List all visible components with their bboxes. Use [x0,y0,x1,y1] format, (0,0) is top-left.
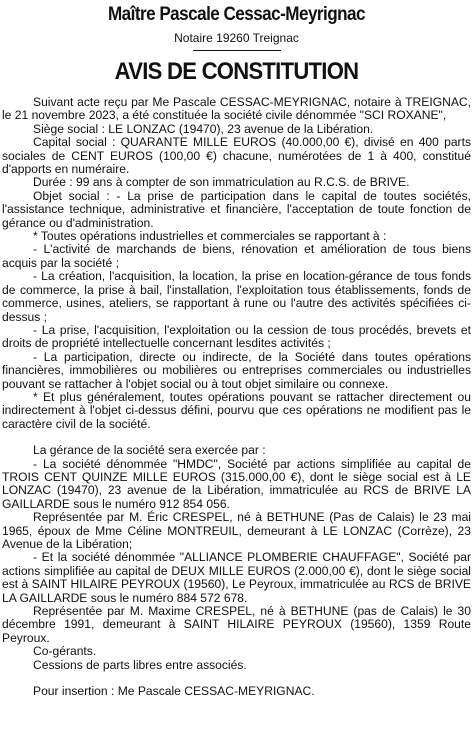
notary-address: Notaire 19260 Treignac [174,31,299,45]
paragraph-share-transfers: Cessions de parts libres entre associés. [33,657,247,672]
notice-body [2,96,471,698]
paragraph-registered-office: Siège social : LE LONZAC (19470), 23 avenue de la Libération. [33,121,374,136]
header-divider [193,50,281,51]
paragraph-manager-hmdc: - La société dénommée "HMDC", Société par actions simplifiée au capital de TROIS CENT QUINZE MILLE EUROS (315.000,00 €), dont le siège social est à LE LONZAC (19470), 23 avenue de la Libération, immatriculée au RCS de BRIVE LA GAILLARDE sous le numéro 912 854 056. [2,456,471,511]
paragraph-property-dealer: - L'activité de marchands de biens, rénovation et amélioration de tous biens acquis par la société ; [2,242,471,270]
paragraph-share-capital: Capital social : QUARANTE MILLE EUROS (40.000,00 €), divisé en 400 parts sociales de CENT EUROS (100,00 €) chacune, numérotées de 1 à 400, constitué d'apports en numéraire. [2,135,471,177]
paragraph-operations-intro: * Toutes opérations industrielles et commerciales se rapportant à : [33,229,387,244]
paragraph-corporate-purpose: Objet social : - La prise de participation dans le capital de toutes sociétés, l'assistance technique, administrative et financière, l'acceptation de toute fonction de gérance ou d'administration. [2,188,471,230]
paragraph-deed: Suivant acte reçu par Me Pascale CESSAC-MEYRIGNAC, notaire à TREIGNAC, le 21 novembre 2023, a été constituée la société civile dénommée "SCI ROXANE", [2,95,471,123]
notary-name: Maître Pascale Cessac-Meyrignac [107,4,366,25]
paragraph-business-assets: - La création, l'acquisition, la location, la prise en location-gérance de tous fonds de commerce, la prise à bail, l'installation, l'exploitation tous établissements, fonds de commerce, usines, ateliers, se rapportant à rune ou l'autre des activités spécifiées ci-dessus ; [2,269,471,324]
notice-title: AVIS DE CONSTITUTION [114,58,359,85]
paragraph-representative-eric: Représentée par M. Éric CRESPEL, né à BETHUNE (Pas de Calais) le 23 mai 1965, époux de Mme Céline MONTREUIL, demeurant à LE LONZAC (Corrèze), 23 Avenue de la Libération; [2,510,471,551]
paragraph-management-intro: La gérance de la société sera exercée par : [33,443,266,458]
paragraph-patents: - La prise, l'acquisition, l'exploitation ou la cession de tous procédés, brevets et droits de propriété intellectuelle concernant lesdites activités ; [2,322,471,351]
paragraph-manager-alliance: - Et la société dénommée "ALLIANCE PLOMBERIE CHAUFFAGE", Société par actions simplifiée au capital de DEUX MILLE EUROS (2.000,00 €), dont le siège social est à SAINT HILAIRE PEYROUX (19560), Le Peyroux, immatriculée au RCS de BRIVE LA GAILLARDE sous le numéro 884 572 678. [2,550,471,605]
paragraph-insertion: Pour insertion : Me Pascale CESSAC-MEYRIGNAC. [33,684,315,699]
paragraph-general-operations: * Et plus généralement, toutes opérations pouvant se rattacher directement ou indirectement à l'objet ci-dessus défini, pourvu que ces opérations ne modifient pas le caractère civil de la société. [2,389,471,431]
paragraph-participation: - La participation, directe ou indirecte, de la Société dans toutes opérations financières, immobilières ou mobilières ou entreprises commerciales ou industrielles pouvant se rattacher à l'objet social ou à tout objet similaire ou connexe. [2,349,471,391]
paragraph-representative-maxime: Représentée par M. Maxime CRESPEL, né à BETHUNE (pas de Calais) le 30 décembre 1991, demeurant à SAINT HILAIRE PEYROUX (19560), 1359 Route Peyroux. [2,604,471,645]
paragraph-co-managers: Co-gérants. [33,644,97,659]
paragraph-duration: Durée : 99 ans à compter de son immatriculation au R.C.S. de BRIVE. [33,175,410,190]
